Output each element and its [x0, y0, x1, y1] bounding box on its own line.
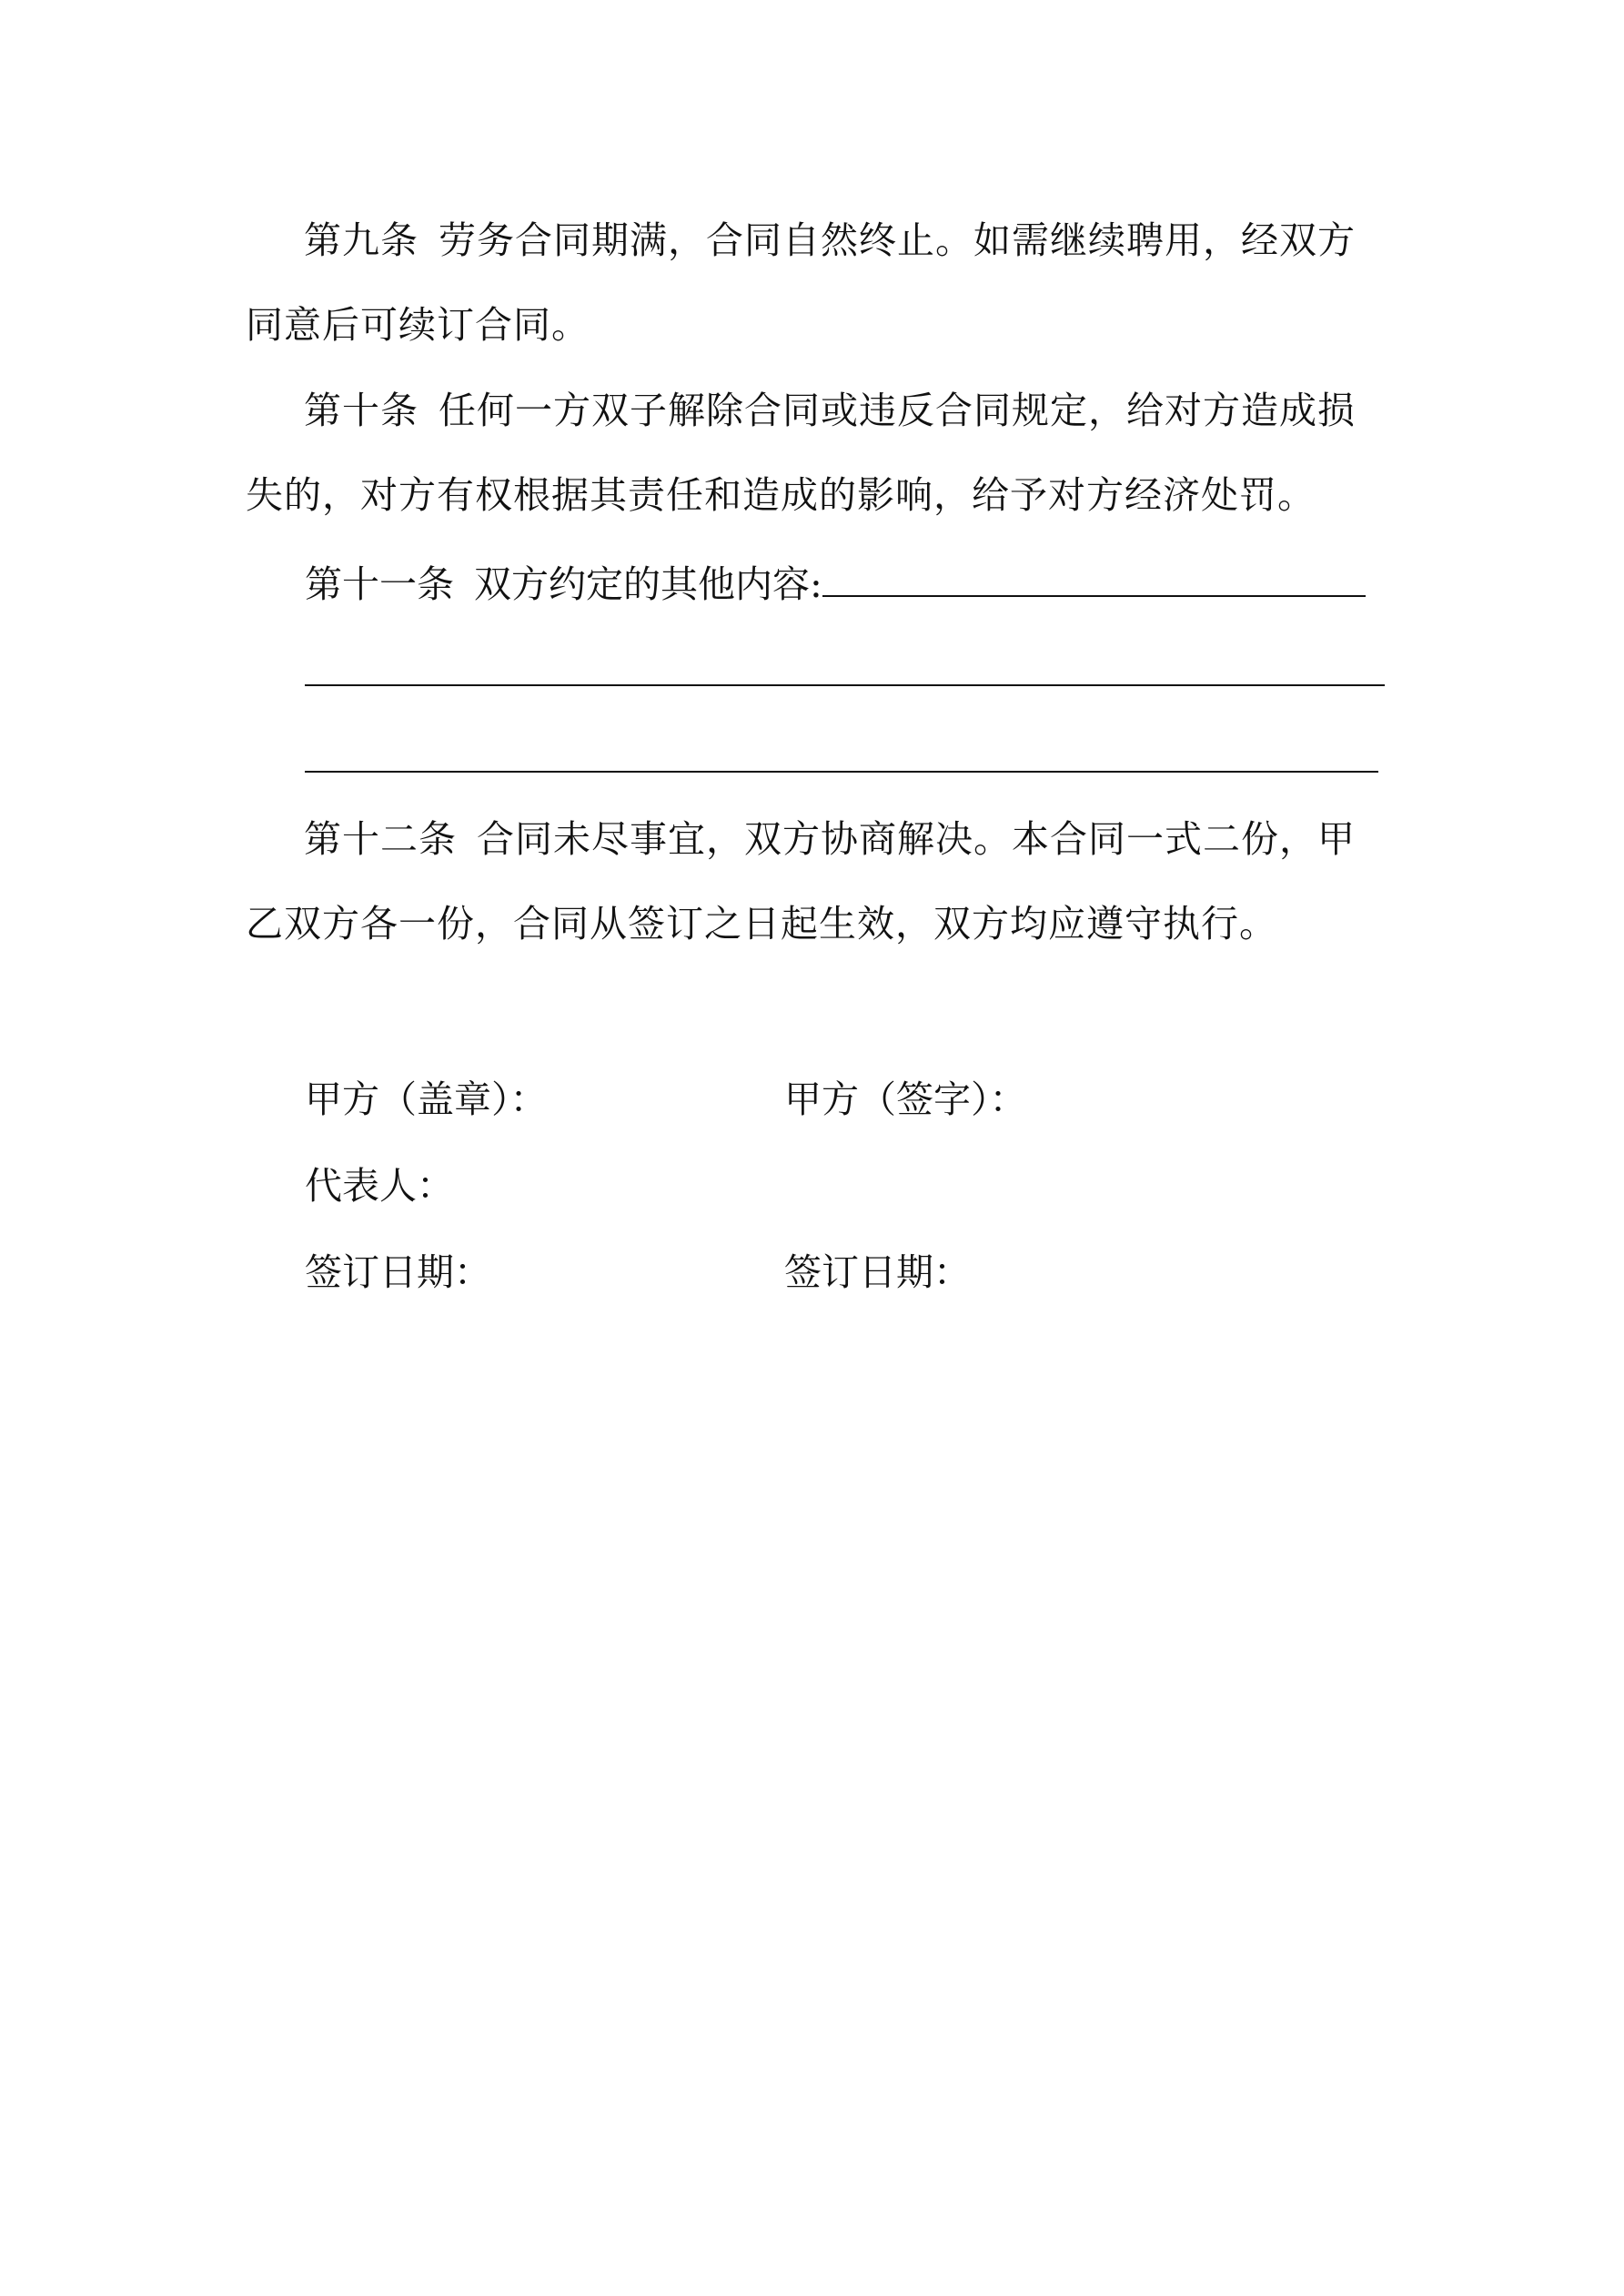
article-12 — [246, 797, 1383, 966]
article-9-number: 第九条 — [304, 218, 419, 262]
article-11-blank-line-2[interactable] — [305, 771, 1378, 773]
representative-label: 代表人： — [305, 1164, 454, 1208]
article-9 — [246, 198, 1383, 368]
article-11-fill-line[interactable] — [822, 559, 1366, 597]
article-10-text: 任何一方双子解除合同或违反合同规定，给对方造成损失的，对方有权根据其责任和造成的影响，给予对方经济处罚。 — [246, 389, 1356, 517]
article-11-number: 第十一条 — [305, 562, 454, 606]
article-11-text: 双方约定的其他内容: — [474, 562, 822, 606]
article-10 — [246, 369, 1383, 538]
article-10-number: 第十条 — [304, 389, 419, 432]
article-11-blank-line-1[interactable] — [305, 684, 1385, 686]
party-a-seal-label: 甲方（盖章）： — [305, 1077, 548, 1121]
article-12-number: 第十二条 — [304, 817, 457, 861]
sign-date-left-label: 签订日期： — [305, 1250, 491, 1294]
article-12-text: 合同未尽事宜，双方协商解决。本合同一式二份，甲乙双方各一份，合同从签订之日起生效，双方均应遵守执行。 — [246, 817, 1356, 946]
article-9-text: 劳务合同期满，合同自然终止。如需继续聘用，经双方同意后可续订合同。 — [246, 218, 1356, 347]
sign-date-right-label: 签订日期： — [784, 1250, 971, 1294]
party-a-sign-label: 甲方（签字）： — [784, 1077, 1027, 1121]
article-11 — [305, 557, 1366, 612]
